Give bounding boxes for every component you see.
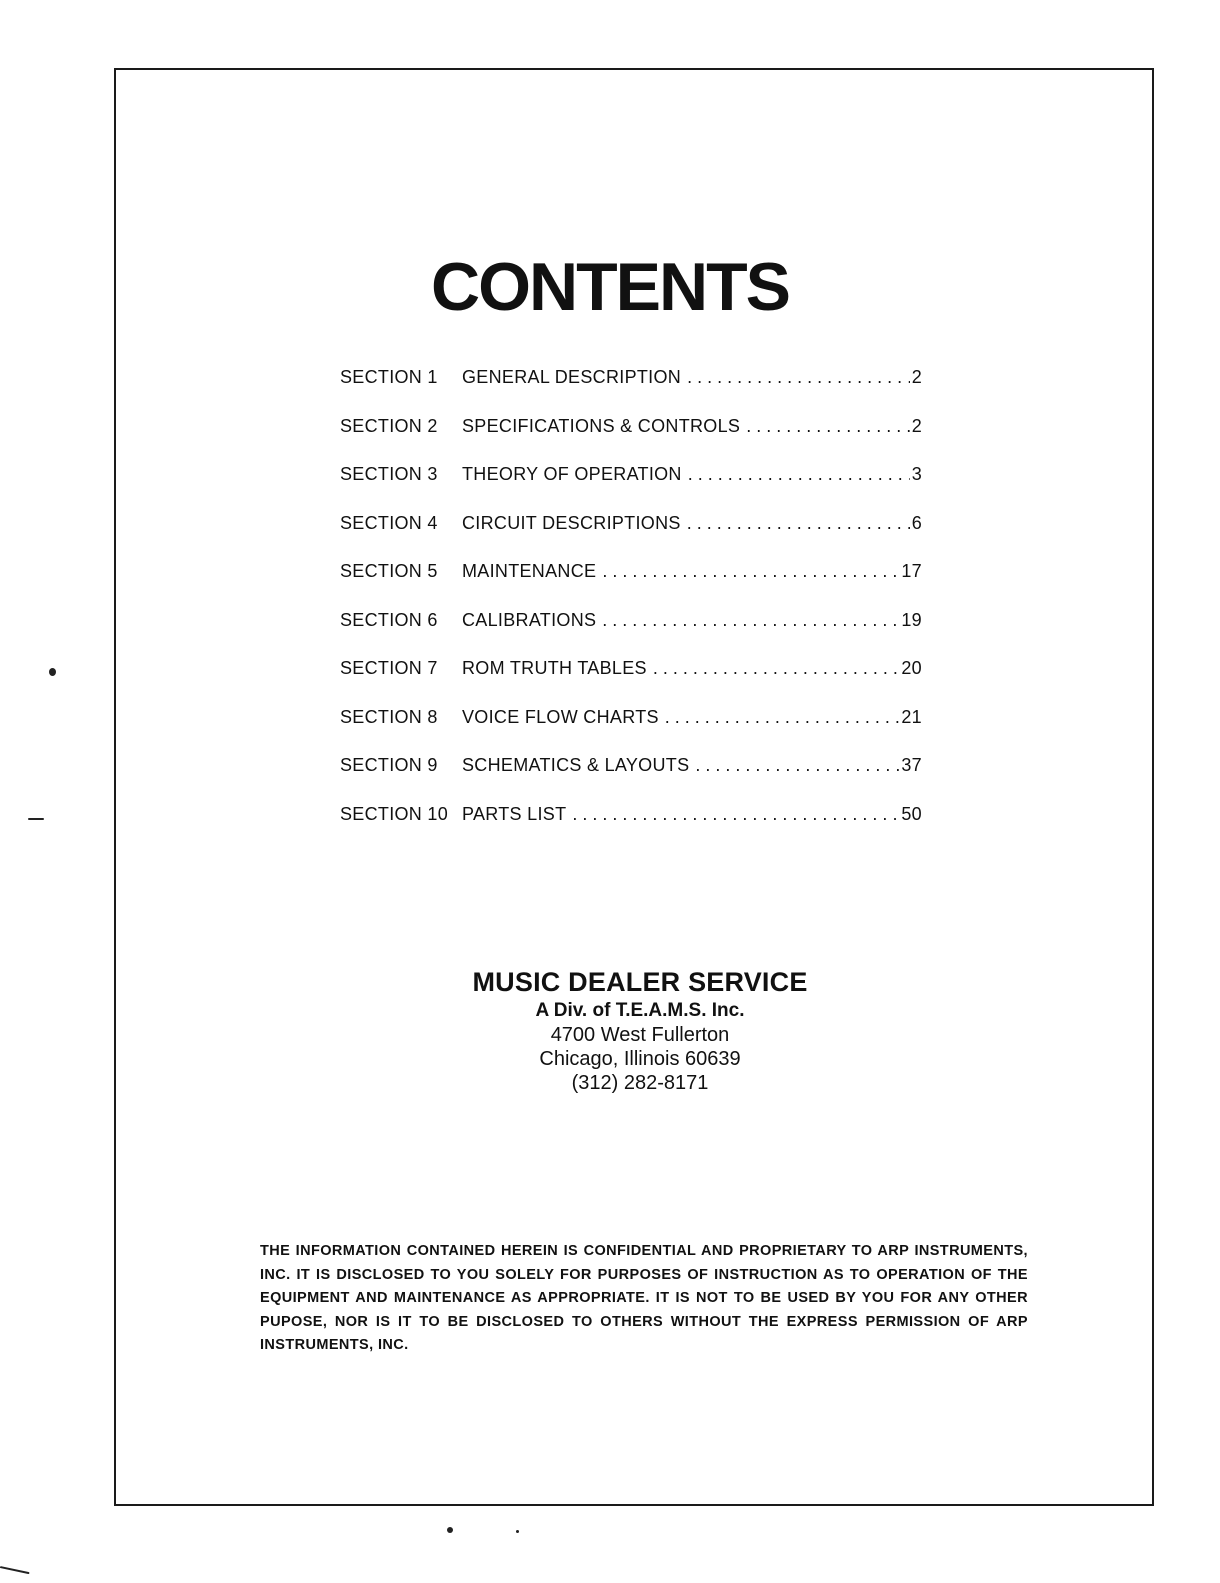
company-name: MUSIC DEALER SERVICE — [472, 967, 808, 997]
toc-dot-leader — [687, 367, 910, 388]
toc-section-title: SPECIFICATIONS & CONTROLS — [462, 415, 741, 436]
company-street: 4700 West Fullerton — [550, 1024, 730, 1046]
toc-page-number: 17 — [901, 561, 922, 581]
toc-section-label: SECTION 2 — [340, 415, 438, 436]
toc-page-number: 20 — [901, 658, 922, 678]
toc-dot-leader — [602, 610, 899, 631]
toc-entry-1[interactable] — [340, 367, 922, 416]
confidentiality-notice: THE INFORMATION CONTAINED HEREIN IS CONFIDENTIAL AND PROPRIETARY TO ARP INSTRUMENTS, INC. IT IS DISCLOSED TO YOU SOLELY FOR PURPOSES OF INSTRUCTION AS TO OPERATION OF THE EQUIPMENT AND MAINTENANCE AS APPROPRIATE. IT IS NOT TO BE USED BY YOU FOR ANY OTHER PUPOSE, NOR IS IT TO BE DISCLOSED TO OTHERS WITHOUT THE EXPRESS PERMISSION OF ARP INSTRUMENTS, INC. — [260, 1243, 1028, 1353]
toc-section-title: THEORY OF OPERATION — [462, 464, 682, 484]
toc-page-number: 19 — [901, 609, 922, 630]
page-title: CONTENTS — [431, 249, 789, 325]
toc-section-title: PARTS LIST — [462, 803, 567, 824]
toc-page-number: 50 — [901, 803, 922, 824]
toc-entry-9[interactable] — [340, 755, 922, 804]
toc-section-title: CIRCUIT DESCRIPTIONS — [462, 512, 681, 533]
toc-section-title: VOICE FLOW CHARTS — [462, 706, 659, 727]
toc-entry-8[interactable] — [340, 707, 922, 756]
toc-section-label: SECTION 3 — [340, 464, 438, 484]
toc-dot-leader — [695, 755, 899, 776]
scan-speck — [0, 1566, 30, 1574]
toc-section-label: SECTION 8 — [340, 706, 438, 727]
toc-section-label: SECTION 10 — [340, 803, 449, 824]
toc-entry-4[interactable] — [340, 513, 922, 562]
toc-entry-2[interactable] — [340, 416, 922, 465]
toc-dot-leader — [602, 561, 899, 582]
toc-page-number: 3 — [911, 464, 922, 484]
toc-page-number: 2 — [911, 415, 922, 436]
company-city: Chicago, Illinois 60639 — [539, 1048, 741, 1070]
company-phone: (312) 282-8171 — [571, 1072, 709, 1094]
toc-section-title: MAINTENANCE — [462, 561, 597, 581]
toc-dot-leader — [746, 416, 909, 437]
scan-speck — [447, 1527, 453, 1533]
toc-section-label: SECTION 7 — [340, 658, 438, 678]
toc-entry-5[interactable] — [340, 561, 922, 610]
company-address-block — [0, 965, 1220, 1095]
toc-page-number: 6 — [911, 512, 922, 533]
scan-speck — [516, 1530, 519, 1533]
toc-entry-7[interactable] — [340, 658, 922, 707]
toc-dot-leader — [665, 707, 900, 728]
toc-section-label: SECTION 9 — [340, 755, 438, 775]
toc-section-title: GENERAL DESCRIPTION — [462, 367, 682, 387]
table-of-contents — [340, 367, 922, 852]
toc-page-number: 21 — [901, 706, 922, 727]
toc-entry-6[interactable] — [340, 610, 922, 659]
toc-entry-3[interactable] — [340, 464, 922, 513]
scan-speck — [28, 818, 44, 820]
toc-entry-10[interactable] — [340, 804, 922, 853]
toc-section-title: ROM TRUTH TABLES — [462, 658, 647, 678]
toc-dot-leader — [653, 658, 900, 679]
toc-page-number: 2 — [911, 367, 922, 387]
company-division: A Div. of T.E.A.M.S. Inc. — [535, 1000, 745, 1021]
toc-section-title: CALIBRATIONS — [462, 609, 597, 630]
scan-speck — [49, 668, 56, 676]
toc-dot-leader — [687, 513, 910, 534]
toc-section-label: SECTION 4 — [340, 512, 438, 533]
toc-dot-leader — [688, 464, 910, 485]
toc-page-number: 37 — [901, 755, 922, 775]
toc-section-title: SCHEMATICS & LAYOUTS — [462, 755, 690, 775]
toc-section-label: SECTION 5 — [340, 561, 438, 581]
toc-section-label: SECTION 1 — [340, 367, 438, 387]
toc-dot-leader — [572, 804, 899, 825]
toc-section-label: SECTION 6 — [340, 609, 438, 630]
